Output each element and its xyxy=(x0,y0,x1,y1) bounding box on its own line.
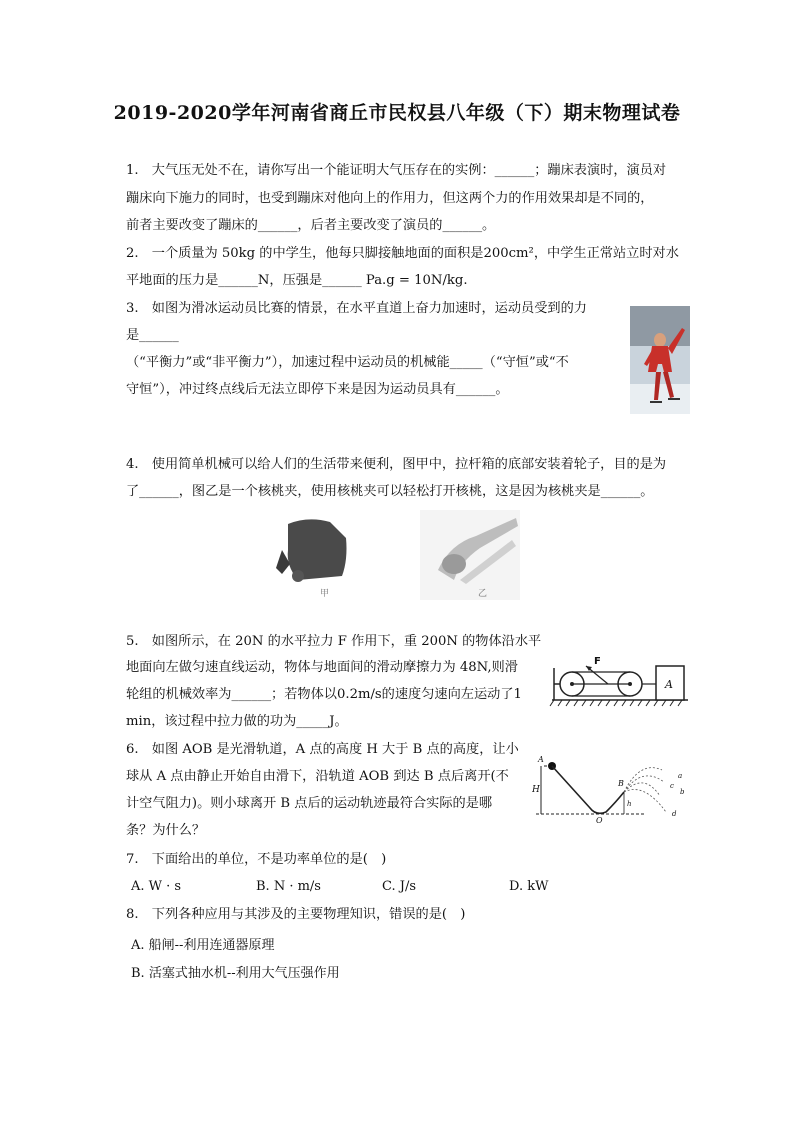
label-H: H xyxy=(532,785,540,795)
pulley-system-figure xyxy=(548,648,690,710)
q5-line-1: 5. 如图所示，在 20N 的水平拉力 F 作用下，重 200N 的物体沿水平 xyxy=(126,634,542,649)
q7-option-b: B. N · m/s xyxy=(256,879,321,894)
label-yi: 乙 xyxy=(478,589,488,599)
q6-line-1: 6. 如图 AOB 是光滑轨道，A 点的高度 H 大于 B 点的高度，让小 xyxy=(126,742,519,757)
q1-line-1: 1. 大气压无处不在，请你写出一个能证明大气压存在的实例：______；蹦床表演时，演员对 xyxy=(126,163,667,178)
q6-line-3: 计空气阻力)。则小球离开 B 点后的运动轨迹最符合实际的是哪 xyxy=(126,796,493,811)
q7-stem: 7. 下面给出的单位，不是功率单位的是( ) xyxy=(126,852,387,867)
q3-line-1: 3. 如图为滑冰运动员比赛的情景，在水平直道上奋力加速时，运动员受到的力 xyxy=(126,301,587,316)
q3-line-3: （“平衡力”或“非平衡力”），加速过程中运动员的机械能_____（“守恒”或“不 xyxy=(126,355,569,370)
label-point-B: B xyxy=(618,779,624,788)
q4-line-1: 4. 使用简单机械可以给人们的生活带来便利，图甲中，拉杆箱的底部安装着轮子，目的是为 xyxy=(126,457,667,472)
track-figure xyxy=(532,752,692,824)
q3-line-4: 守恒”），冲过终点线后无法立即停下来是因为运动员具有______。 xyxy=(126,382,509,397)
label-b: b xyxy=(680,788,685,796)
q2-line-1: 2. 一个质量为 50kg 的中学生，他每只脚接触地面的面积是200cm²，中学生正常站立时对水 xyxy=(126,246,679,261)
page-title: 2019-2020学年河南省商丘市民权县八年级（下）期末物理试卷 xyxy=(113,102,681,124)
q1-line-3: 前者主要改变了蹦床的______，后者主要改变了演员的______。 xyxy=(126,218,496,233)
label-c: c xyxy=(670,782,674,790)
q7-option-d: D. kW xyxy=(509,879,549,894)
q1-line-2: 蹦床向下施力的同时，也受到蹦床对他向上的作用力，但这两个力的作用效果却是不同的， xyxy=(126,191,654,206)
skater-photo xyxy=(630,306,690,414)
label-d: d xyxy=(672,810,677,818)
label-a: a xyxy=(678,772,683,780)
q7-option-a: A. W · s xyxy=(131,879,182,894)
trolley-case-figure xyxy=(268,510,368,600)
label-F: F xyxy=(594,656,601,667)
q8-stem: 8. 下列各种应用与其涉及的主要物理知识，错误的是( ) xyxy=(126,907,466,922)
label-A: A xyxy=(665,678,673,691)
q5-line-4: min，该过程中拉力做的功为_____J。 xyxy=(126,714,348,729)
q6-line-4: 条？为什么？ xyxy=(126,823,206,838)
q6-line-2: 球从 A 点由静止开始自由滑下，沿轨道 AOB 到达 B 点后离开(不 xyxy=(126,769,509,784)
label-O: O xyxy=(596,816,603,824)
q7-option-c: C. J/s xyxy=(382,879,417,894)
label-jia: 甲 xyxy=(320,589,330,599)
q3-line-2: 是______ xyxy=(126,328,179,343)
q8-option-b: B. 活塞式抽水机--利用大气压强作用 xyxy=(131,966,340,981)
q8-option-a: A. 船闸--利用连通器原理 xyxy=(131,938,275,953)
q5-line-2: 地面向左做匀速直线运动，物体与地面间的滑动摩擦力为 48N,则滑 xyxy=(126,660,518,675)
label-point-A: A xyxy=(538,755,544,764)
q5-line-3: 轮组的机械效率为______；若物体以0.2m/s的速度匀速向左运动了1 xyxy=(126,687,522,702)
q2-line-2: 平地面的压力是______N，压强是______ Pa.g = 10N/kg. xyxy=(126,273,468,288)
label-h: h xyxy=(627,800,632,808)
nutcracker-figure xyxy=(420,510,520,600)
q4-line-2: 了______，图乙是一个核桃夹，使用核桃夹可以轻松打开核桃，这是因为核桃夹是______。 xyxy=(126,484,654,499)
